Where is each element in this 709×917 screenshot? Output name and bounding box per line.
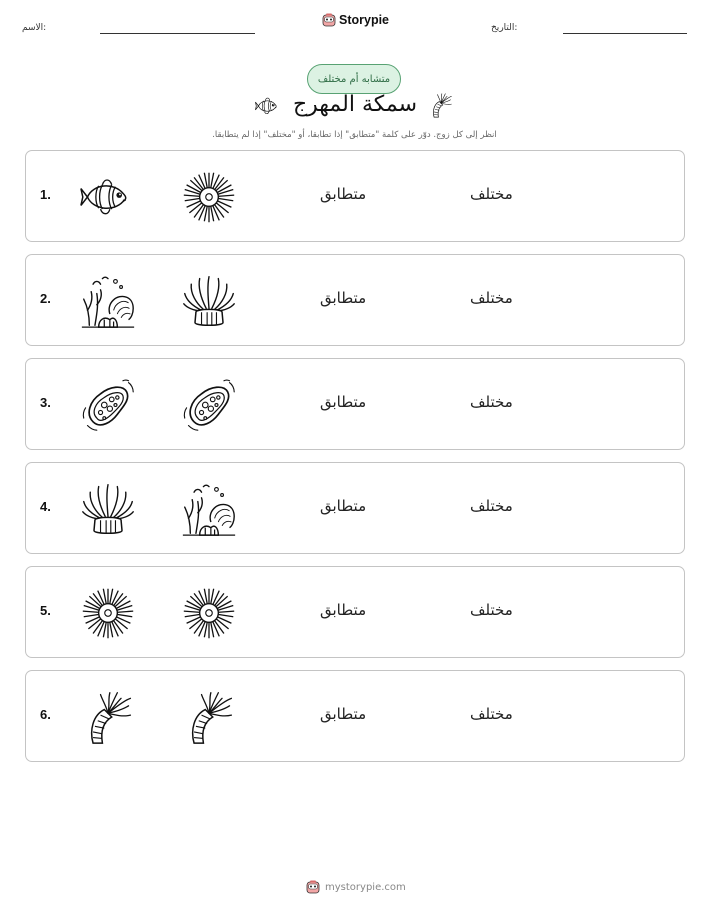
question-number: 1. xyxy=(40,187,51,202)
question-list xyxy=(25,150,685,774)
question-row-5 xyxy=(25,566,685,658)
sea-urchin-icon xyxy=(80,585,136,641)
sponge-icon xyxy=(80,377,136,433)
sea-anemone-icon xyxy=(181,273,237,329)
instructions: انظر إلى كل زوج. دوّر على كلمة "متطابق" إذا تطابقا، أو "مختلف" إذا لم يتطابقا. xyxy=(212,130,497,140)
question-row-1 xyxy=(25,150,685,242)
same-option[interactable]: متطابق xyxy=(320,497,367,515)
page-title: سمكة المهرج xyxy=(292,92,418,117)
question-number: 6. xyxy=(40,707,51,722)
worksheet-type-badge: متشابه أم مختلف xyxy=(307,64,401,94)
different-option[interactable]: مختلف xyxy=(470,497,513,515)
question-number: 3. xyxy=(40,395,51,410)
same-option[interactable]: متطابق xyxy=(320,185,367,203)
same-option[interactable]: متطابق xyxy=(320,705,367,723)
question-number: 4. xyxy=(40,499,51,514)
coral-reef-icon xyxy=(80,273,136,329)
name-label: الاسم: xyxy=(22,23,47,33)
same-option[interactable]: متطابق xyxy=(320,289,367,307)
sea-anemone-icon xyxy=(80,481,136,537)
clownfish-icon xyxy=(80,169,136,225)
question-row-2 xyxy=(25,254,685,346)
storypie-mascot-icon xyxy=(322,13,336,27)
name-line[interactable] xyxy=(100,33,255,34)
sea-urchin-icon xyxy=(181,169,237,225)
different-option[interactable]: مختلف xyxy=(470,705,513,723)
tube-anemone-title-icon xyxy=(428,90,454,120)
same-option[interactable]: متطابق xyxy=(320,393,367,411)
date-label: التاريخ: xyxy=(491,23,518,33)
coral-reef-icon xyxy=(181,481,237,537)
footer-website[interactable]: mystorypie.com xyxy=(325,881,406,893)
question-number: 2. xyxy=(40,291,51,306)
storypie-mascot-icon xyxy=(306,880,320,894)
storypie-logo xyxy=(322,13,389,27)
different-option[interactable]: مختلف xyxy=(470,393,513,411)
question-row-3 xyxy=(25,358,685,450)
different-option[interactable]: مختلف xyxy=(470,185,513,203)
question-row-6 xyxy=(25,670,685,762)
question-number: 5. xyxy=(40,603,51,618)
tube-anemone-icon xyxy=(80,689,136,745)
different-option[interactable]: مختلف xyxy=(470,289,513,307)
footer xyxy=(306,880,406,894)
tube-anemone-icon xyxy=(181,689,237,745)
logo-text: Storypie xyxy=(339,13,390,27)
question-row-4 xyxy=(25,462,685,554)
sea-urchin-icon xyxy=(181,585,237,641)
same-option[interactable]: متطابق xyxy=(320,601,367,619)
different-option[interactable]: مختلف xyxy=(470,601,513,619)
date-line[interactable] xyxy=(563,33,687,34)
sponge-icon xyxy=(181,377,237,433)
